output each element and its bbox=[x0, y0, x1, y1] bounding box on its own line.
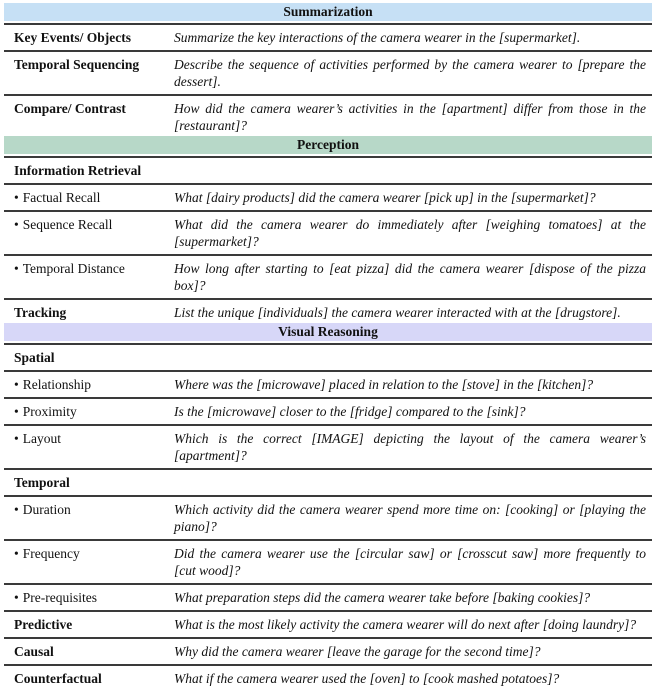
bullet-icon: • bbox=[14, 217, 19, 232]
bullet-icon: • bbox=[14, 502, 19, 517]
section-header-perception: Perception bbox=[4, 136, 652, 154]
table-row bbox=[4, 25, 652, 52]
subcategory-label: • Proximity bbox=[14, 404, 77, 419]
table-row bbox=[4, 185, 652, 212]
question-taxonomy-table bbox=[4, 3, 652, 691]
example-question: What if the camera wearer used the [oven] to [cook mashed potatoes]? bbox=[174, 671, 560, 686]
example-question: How long after starting to [eat pizza] did the camera wearer [dispose of the pizza box]? bbox=[174, 261, 646, 293]
subcategory-label: • Duration bbox=[14, 502, 71, 517]
table-row bbox=[4, 372, 652, 399]
table-row bbox=[4, 96, 652, 136]
example-question: Describe the sequence of activities performed by the camera wearer to [prepare the dessert]. bbox=[174, 57, 646, 89]
table-row bbox=[4, 212, 652, 256]
example-question: Where was the [microwave] placed in relation to the [stove] in the [kitchen]? bbox=[174, 377, 594, 392]
example-question: What preparation steps did the camera wearer take before [baking cookies]? bbox=[174, 590, 591, 605]
table-row bbox=[4, 399, 652, 426]
table-row bbox=[4, 300, 652, 323]
category-label: Key Events/ Objects bbox=[14, 30, 131, 45]
example-question: Is the [microwave] closer to the [fridge] compared to the [sink]? bbox=[174, 404, 526, 419]
bullet-icon: • bbox=[14, 431, 19, 446]
example-question: What is the most likely activity the camera wearer will do next after [doing laundry]? bbox=[174, 617, 637, 632]
table-row bbox=[4, 666, 652, 691]
subcategory-label: • Sequence Recall bbox=[14, 217, 113, 232]
table-row bbox=[4, 158, 652, 185]
category-label: Information Retrieval bbox=[14, 163, 142, 178]
category-label: Spatial bbox=[14, 350, 55, 365]
example-question: Summarize the key interactions of the camera wearer in the [supermarket]. bbox=[174, 30, 581, 45]
table-row bbox=[4, 612, 652, 639]
bullet-icon: • bbox=[14, 404, 19, 419]
example-question: Which activity did the camera wearer spend more time on: [cooking] or [playing the piano]? bbox=[174, 502, 646, 534]
table-row bbox=[4, 639, 652, 666]
category-label: Predictive bbox=[14, 617, 73, 632]
subcategory-label: • Layout bbox=[14, 431, 61, 446]
example-question: What [dairy products] did the camera wearer [pick up] in the [supermarket]? bbox=[174, 190, 596, 205]
table-row bbox=[4, 541, 652, 585]
example-question: How did the camera wearer’s activities in the [apartment] differ from those in the [restaurant]? bbox=[174, 101, 646, 133]
subcategory-label: • Temporal Distance bbox=[14, 261, 125, 276]
category-label: Compare/ Contrast bbox=[14, 101, 126, 116]
bullet-icon: • bbox=[14, 377, 19, 392]
example-question: What did the camera wearer do immediately after [weighing tomatoes] at the [supermarket]? bbox=[174, 217, 646, 249]
table-row bbox=[4, 256, 652, 300]
bullet-icon: • bbox=[14, 546, 19, 561]
subcategory-label: • Factual Recall bbox=[14, 190, 101, 205]
table-row bbox=[4, 345, 652, 372]
category-label: Causal bbox=[14, 644, 54, 659]
subcategory-label: • Relationship bbox=[14, 377, 91, 392]
category-label: Temporal bbox=[14, 475, 70, 490]
table-row bbox=[4, 470, 652, 497]
example-question: List the unique [individuals] the camera wearer interacted with at the [drugstore]. bbox=[174, 305, 621, 320]
subcategory-label: • Frequency bbox=[14, 546, 80, 561]
example-question: Did the camera wearer use the [circular saw] or [crosscut saw] more frequently to [cut wood]? bbox=[174, 546, 646, 578]
bullet-icon: • bbox=[14, 590, 19, 605]
bullet-icon: • bbox=[14, 190, 19, 205]
example-question: Which is the correct [IMAGE] depicting the layout of the camera wearer’s [apartment]? bbox=[174, 431, 646, 463]
category-label: Counterfactual bbox=[14, 671, 102, 686]
category-label: Temporal Sequencing bbox=[14, 57, 140, 72]
table-row bbox=[4, 426, 652, 470]
subcategory-label: • Pre-requisites bbox=[14, 590, 97, 605]
section-header-visual-reasoning: Visual Reasoning bbox=[4, 323, 652, 341]
table-row bbox=[4, 497, 652, 541]
section-header-summarization: Summarization bbox=[4, 3, 652, 21]
table-row bbox=[4, 585, 652, 612]
bullet-icon: • bbox=[14, 261, 19, 276]
table-row bbox=[4, 52, 652, 96]
example-question: Why did the camera wearer [leave the garage for the second time]? bbox=[174, 644, 541, 659]
category-label: Tracking bbox=[14, 305, 67, 320]
